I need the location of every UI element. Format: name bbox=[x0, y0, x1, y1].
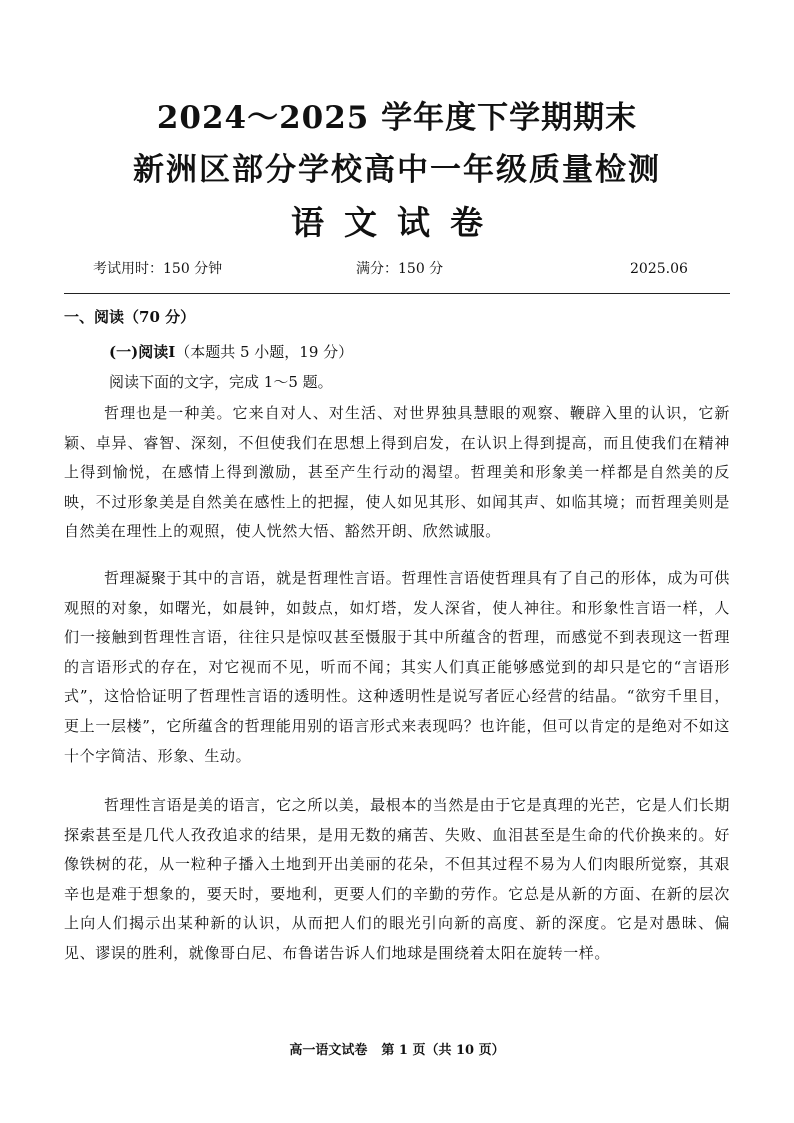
exam-duration: 考试用时：150 分钟 bbox=[93, 261, 223, 277]
reading-instruction: 阅读下面的文字，完成 1～5 题。 bbox=[109, 373, 333, 391]
exam-full-score: 满分：150 分 bbox=[356, 261, 444, 277]
subsection-title: (一)阅读Ⅰ bbox=[109, 343, 176, 361]
passage-paragraph-1: 哲理也是一种美。它来自对人、对生活、对世界独具慧眼的观察、鞭辟入里的认识，它新颖、卓异、睿智、深刻，不但使我们在思想上得到启发，在认识上得到提高，而且使我们在精神上得到愉悦，在感情上得到激励，甚至产生行动的渴望。哲理美和形象美一样都是自然美的反映，不过形象美是自然美在感性上的把握，使人如见其形、如闻其声、如临其境；而哲理美则是自然美在理性上的观照，使人恍然大悟、豁然开朗、欣然诚服。 bbox=[64, 404, 730, 541]
exam-title-year: 2024～2025 学年度下学期期末 bbox=[156, 100, 638, 136]
page-footer bbox=[0, 1042, 794, 1060]
passage-paragraph-3: 哲理性言语是美的语言，它之所以美，最根本的当然是由于它是真理的光芒，它是人们长期探索甚至是几代人孜孜追求的结果，是用无数的痛苦、失败、血泪甚至是生命的代价换来的。好像铁树的花，从一粒种子播入土地到开出美丽的花朵，不但其过程不易为人们肉眼所觉察，其艰辛也是难于想象的，要天时，要地利，更要人们的辛勤的劳作。它总是从新的方面、在新的层次上向人们揭示出某种新的认识，从而把人们的眼光引向新的高度、新的深度。它是对愚昧、偏见、谬误的胜利，就像哥白尼、布鲁诺告诉人们地球是围绕着太阳在旋转一样。 bbox=[64, 796, 730, 962]
exam-title-school: 新洲区部分学校高中一年级质量检测 bbox=[133, 152, 661, 188]
exam-date: 2025.06 bbox=[630, 261, 688, 277]
section-heading: 一、阅读（70 分） bbox=[64, 308, 196, 326]
footer-page-number: 第 1 页（共 10 页） bbox=[381, 1043, 505, 1058]
exam-title-subject: 语文试卷 bbox=[291, 203, 503, 242]
passage-paragraph-2: 哲理凝聚于其中的言语，就是哲理性言语。哲理性言语使哲理具有了自己的形体，成为可供观照的对象，如曙光，如晨钟，如鼓点，如灯塔，发人深省，使人神往。和形象性言语一样，人们一接触到哲理性言语，往往只是惊叹甚至慑服于其中所蕴含的哲理，而感觉不到表现这一哲理的言语形式的存在，对它视而不见，听而不闻；其实人们真正能够感觉到的却只是它的“言语形式”，这恰恰证明了哲理性言语的透明性。这种透明性是说写者匠心经营的结晶。“欲穷千里目，更上一层楼”，它所蕴含的哲理能用别的语言形式来表现吗？也许能，但可以肯定的是绝对不如这十个字简洁、形象、生动。 bbox=[64, 569, 730, 765]
footer-paper-name: 高一语文试卷 bbox=[289, 1043, 368, 1058]
subsection-note: （本题共 5 小题，19 分） bbox=[175, 343, 354, 361]
header-divider bbox=[64, 293, 730, 294]
subsection-heading bbox=[109, 341, 353, 363]
